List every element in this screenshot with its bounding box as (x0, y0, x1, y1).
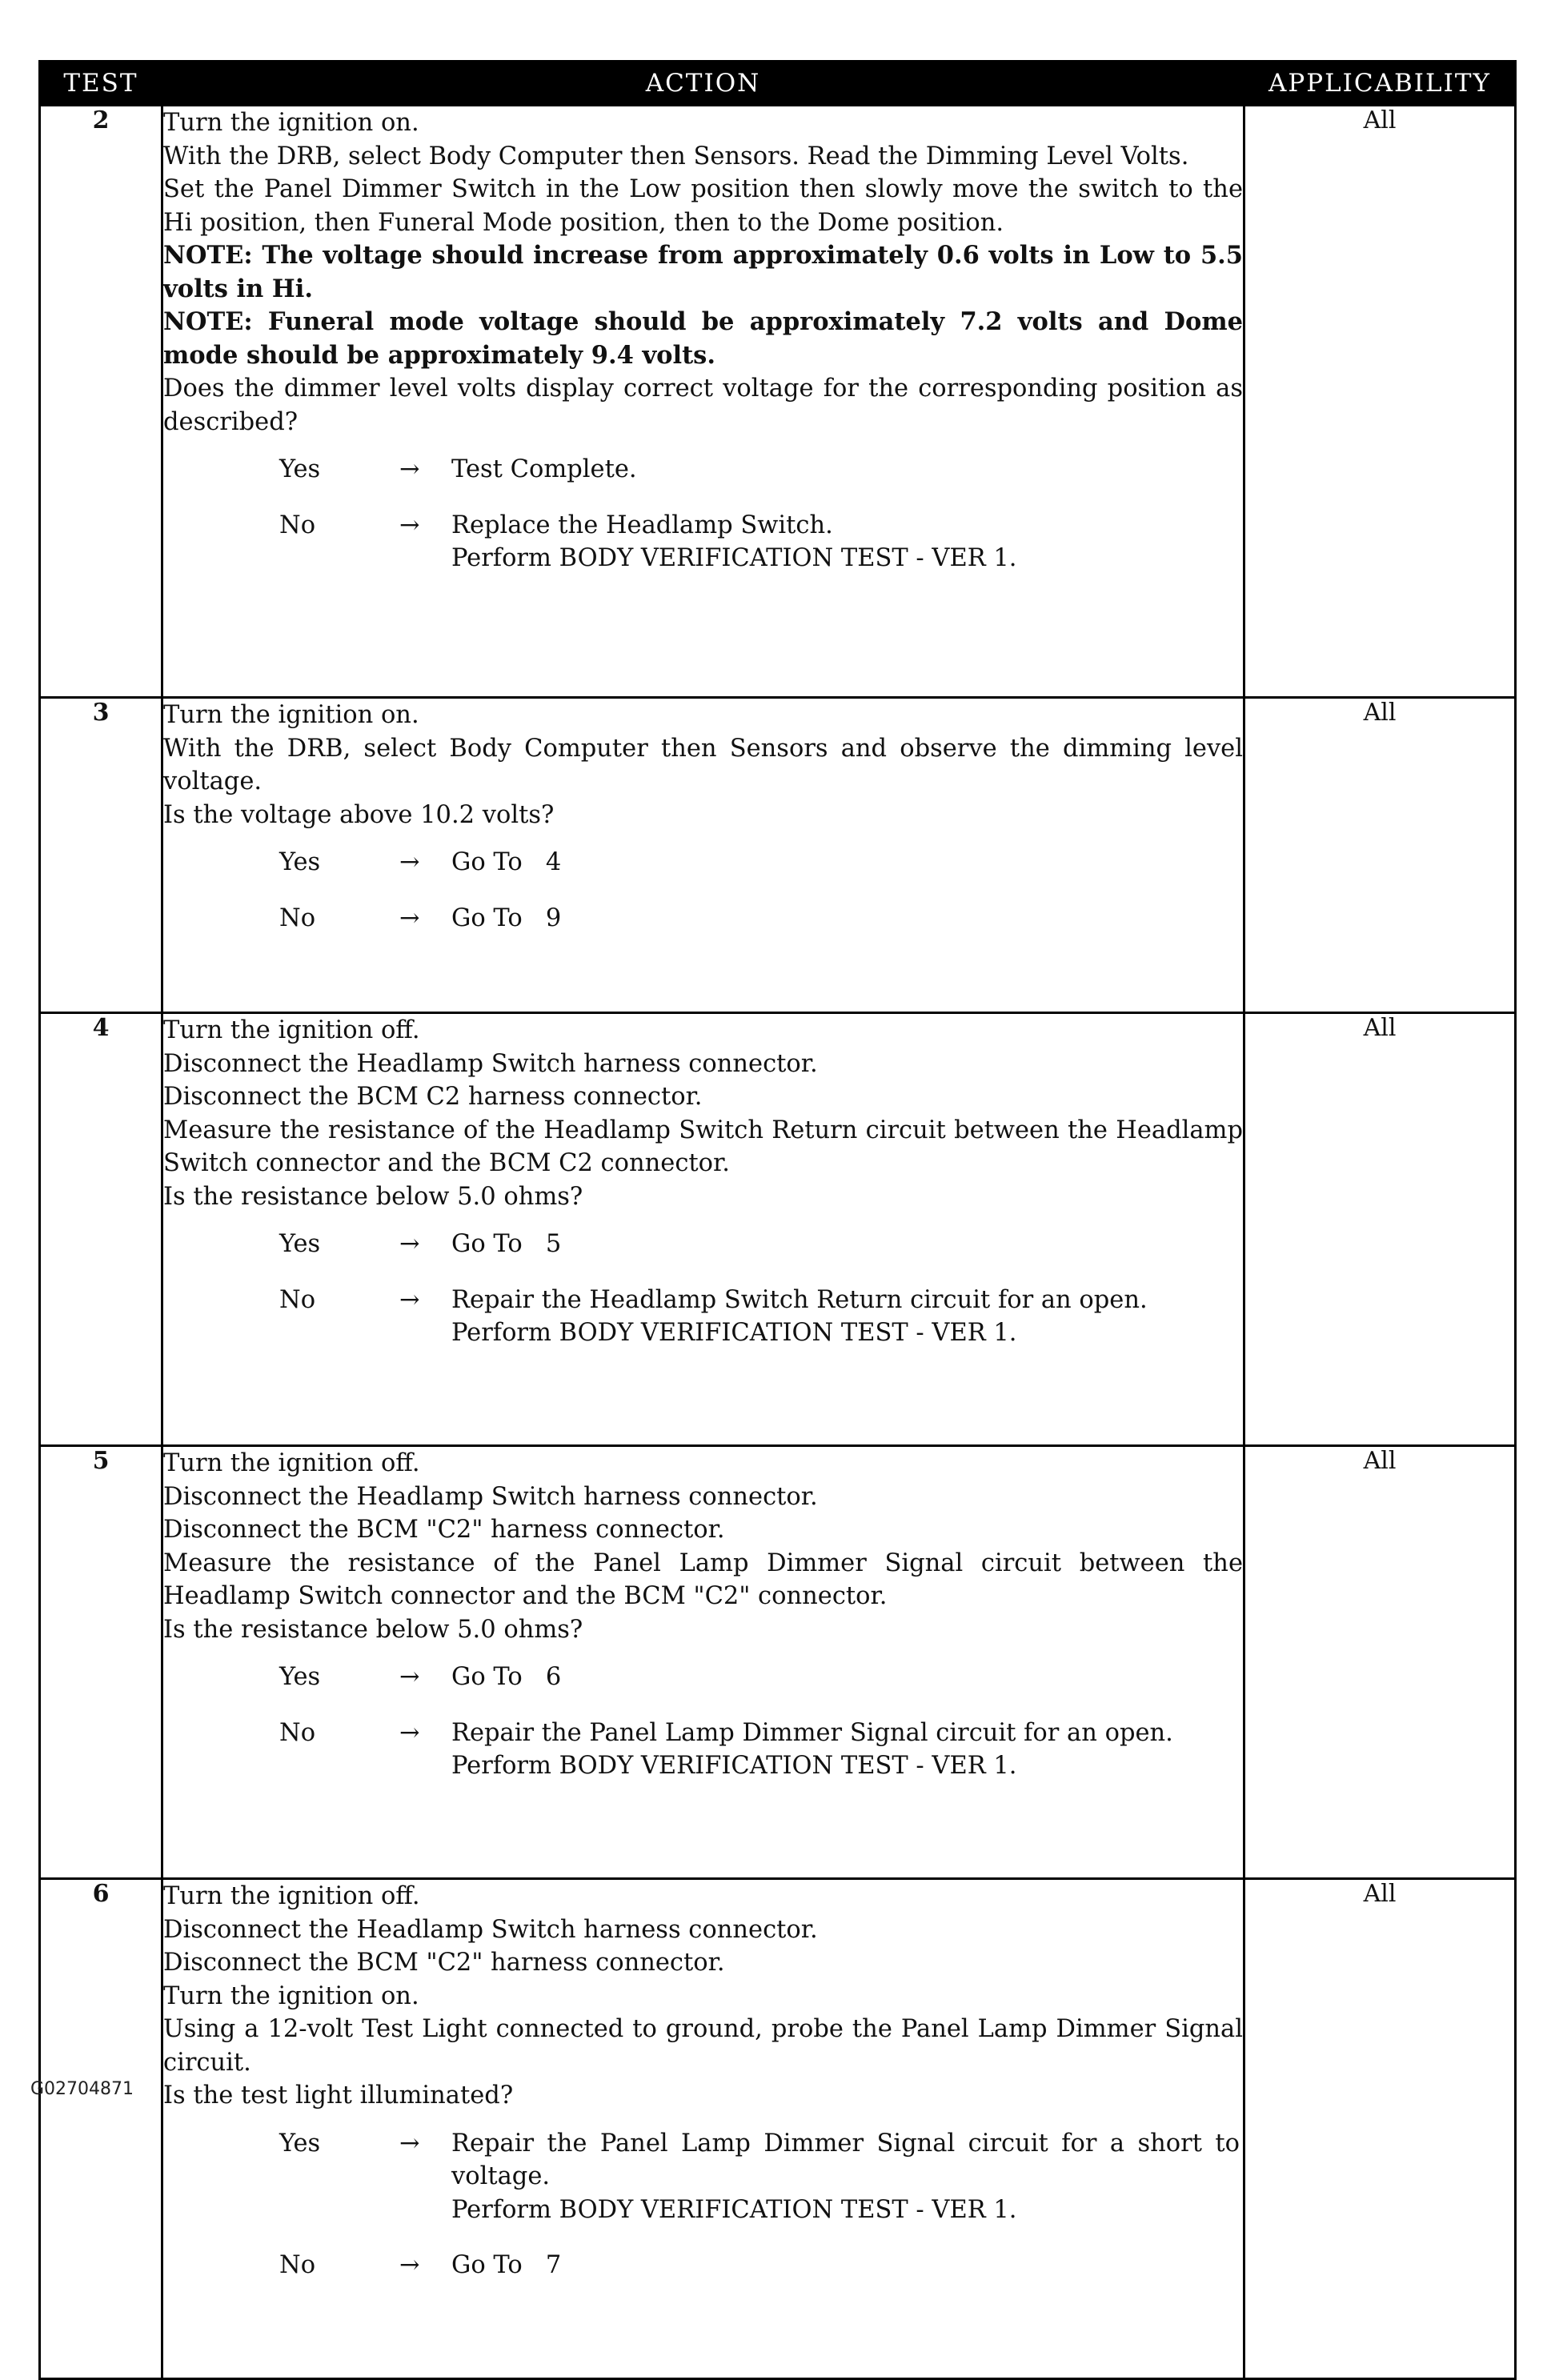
outcome-list (163, 846, 1243, 935)
table-row (40, 1013, 1516, 1446)
table-row (40, 1879, 1516, 2379)
instruction-text: Measure the resistance of the Panel Lamp Dimmer Signal circuit between the Headlamp Switch connector and the BCM "C2" connector. (163, 1549, 1243, 1610)
answer-label: Yes (279, 848, 321, 876)
instruction-text: Is the voltage above 10.2 volts? (163, 800, 555, 829)
outcome-list (163, 453, 1243, 575)
arrow-right-icon: → (399, 2129, 420, 2158)
instruction-text: Measure the resistance of the Headlamp Switch Return circuit between the Headlamp Switch connector and the BCM C2 connector. (163, 1116, 1243, 1177)
header-test: TEST (40, 62, 162, 106)
outcome-list (163, 1228, 1243, 1350)
instruction-text: Is the resistance below 5.0 ohms? (163, 1182, 583, 1211)
answer-label: No (279, 511, 316, 539)
outcome-no (163, 2249, 1243, 2282)
outcome-no (163, 902, 1243, 936)
instruction-text: Turn the ignition off. (163, 1882, 420, 1910)
result-text: Go To 7 (451, 2251, 562, 2279)
answer-label: Yes (279, 2129, 321, 2158)
instruction-text: Disconnect the Headlamp Switch harness connector. (163, 1049, 818, 1078)
action-cell (162, 1013, 1244, 1446)
instruction-text: Disconnect the BCM "C2" harness connector. (163, 1516, 725, 1544)
arrow-right-icon: → (399, 2251, 420, 2279)
outcome-no (163, 509, 1243, 575)
outcome-result (451, 1284, 1243, 1350)
outcome-yes (163, 453, 1243, 487)
instruction-text: Disconnect the Headlamp Switch harness connector. (163, 1482, 818, 1511)
arrow-right-icon: → (399, 1718, 420, 1747)
result-text: Repair the Headlamp Switch Return circuit for an open. (451, 1285, 1148, 1314)
arrow-right-icon: → (399, 1663, 420, 1691)
header-action: ACTION (162, 62, 1244, 106)
outcome-result (451, 1717, 1243, 1783)
test-number: 6 (40, 1879, 162, 2379)
outcome-list (163, 1661, 1243, 1783)
applicability-value: All (1244, 1446, 1516, 1879)
answer-label: Yes (279, 1663, 321, 1691)
arrow-right-icon: → (399, 848, 420, 876)
action-cell (162, 1446, 1244, 1879)
instruction-text: With the DRB, select Body Computer then Sensors. Read the Dimming Level Volts. (163, 142, 1189, 170)
instruction-text: Disconnect the Headlamp Switch harness connector. (163, 1915, 818, 1944)
arrow-right-icon: → (399, 904, 420, 932)
outcome-yes (163, 1228, 1243, 1261)
result-text: Replace the Headlamp Switch. (451, 511, 833, 539)
answer-label: No (279, 2251, 316, 2279)
arrow-right-icon: → (399, 1285, 420, 1314)
instruction-text: Is the resistance below 5.0 ohms? (163, 1615, 583, 1644)
result-text: Repair the Panel Lamp Dimmer Signal circuit for a short to voltage. (451, 2129, 1248, 2190)
figure-id: G02704871 (30, 2079, 134, 2099)
outcome-yes (163, 846, 1243, 879)
diagnostic-test-table (38, 60, 1517, 2380)
answer-label: Yes (279, 455, 321, 483)
table-row (40, 106, 1516, 698)
arrow-right-icon: → (399, 1230, 420, 1258)
result-text: Perform BODY VERIFICATION TEST - VER 1. (451, 544, 1017, 572)
instruction-text: Turn the ignition off. (163, 1016, 420, 1044)
instruction-text: Turn the ignition on. (163, 701, 419, 729)
outcome-yes (163, 2127, 1248, 2227)
table-row (40, 1446, 1516, 1879)
result-text: Perform BODY VERIFICATION TEST - VER 1. (451, 1319, 1017, 1347)
instruction-text: Set the Panel Dimmer Switch in the Low position then slowly move the switch to the Hi position, then Funeral Mode position, then to the Dome position. (163, 175, 1243, 237)
outcome-result (451, 453, 1243, 487)
note-text: NOTE: Funeral mode voltage should be approximately 7.2 volts and Dome mode should be approximately 9.4 volts. (163, 307, 1243, 370)
applicability-value: All (1244, 1013, 1516, 1446)
outcome-result (451, 2249, 1243, 2282)
test-number: 3 (40, 698, 162, 1013)
outcome-result (451, 1228, 1243, 1261)
outcome-list (163, 2127, 1248, 2282)
result-text: Go To 4 (451, 848, 562, 876)
applicability-value: All (1244, 698, 1516, 1013)
arrow-right-icon: → (399, 455, 420, 483)
result-text: Perform BODY VERIFICATION TEST - VER 1. (451, 2195, 1017, 2224)
outcome-result (451, 1661, 1243, 1694)
result-text: Test Complete. (451, 455, 637, 483)
result-text: Perform BODY VERIFICATION TEST - VER 1. (451, 1752, 1017, 1780)
action-cell (162, 1879, 1248, 2379)
outcome-result (451, 2127, 1248, 2227)
test-number: 2 (40, 106, 162, 698)
outcome-result (451, 509, 1243, 575)
applicability-value: All (1244, 106, 1516, 698)
action-cell (162, 106, 1244, 698)
test-number: 5 (40, 1446, 162, 1879)
header-applicability: APPLICABILITY (1244, 62, 1516, 106)
outcome-result (451, 846, 1243, 879)
result-text: Repair the Panel Lamp Dimmer Signal circuit for an open. (451, 1718, 1173, 1747)
answer-label: No (279, 904, 316, 932)
answer-label: Yes (279, 1230, 321, 1258)
table-header-row (40, 62, 1516, 106)
note-text: NOTE: The voltage should increase from approximately 0.6 volts in Low to 5.5 volts in Hi. (163, 241, 1243, 303)
table-row (40, 698, 1516, 1013)
instruction-text: Turn the ignition off. (163, 1449, 420, 1477)
instruction-text: Disconnect the BCM "C2" harness connector. (163, 1949, 725, 1977)
answer-label: No (279, 1285, 316, 1314)
action-cell (162, 698, 1244, 1013)
instruction-text: Using a 12-volt Test Light connected to ground, probe the Panel Lamp Dimmer Signal circuit. (163, 2015, 1243, 2077)
result-text: Go To 9 (451, 904, 562, 932)
outcome-no (163, 1284, 1243, 1350)
answer-label: No (279, 1718, 316, 1747)
result-text: Go To 5 (451, 1230, 562, 1258)
instruction-text: Disconnect the BCM C2 harness connector. (163, 1083, 703, 1111)
instruction-text: Turn the ignition on. (163, 109, 419, 137)
applicability-value: All (1244, 1879, 1516, 2379)
arrow-right-icon: → (399, 511, 420, 539)
outcome-yes (163, 1661, 1243, 1694)
instruction-text: Is the test light illuminated? (163, 2081, 514, 2110)
outcome-no (163, 1717, 1243, 1783)
instruction-text: Does the dimmer level volts display correct voltage for the corresponding position as described? (163, 375, 1243, 436)
outcome-result (451, 902, 1243, 936)
result-text: Go To 6 (451, 1663, 562, 1691)
instruction-text: Turn the ignition on. (163, 1981, 419, 2010)
test-number: 4 (40, 1013, 162, 1446)
instruction-text: With the DRB, select Body Computer then Sensors and observe the dimming level voltage. (163, 734, 1243, 795)
